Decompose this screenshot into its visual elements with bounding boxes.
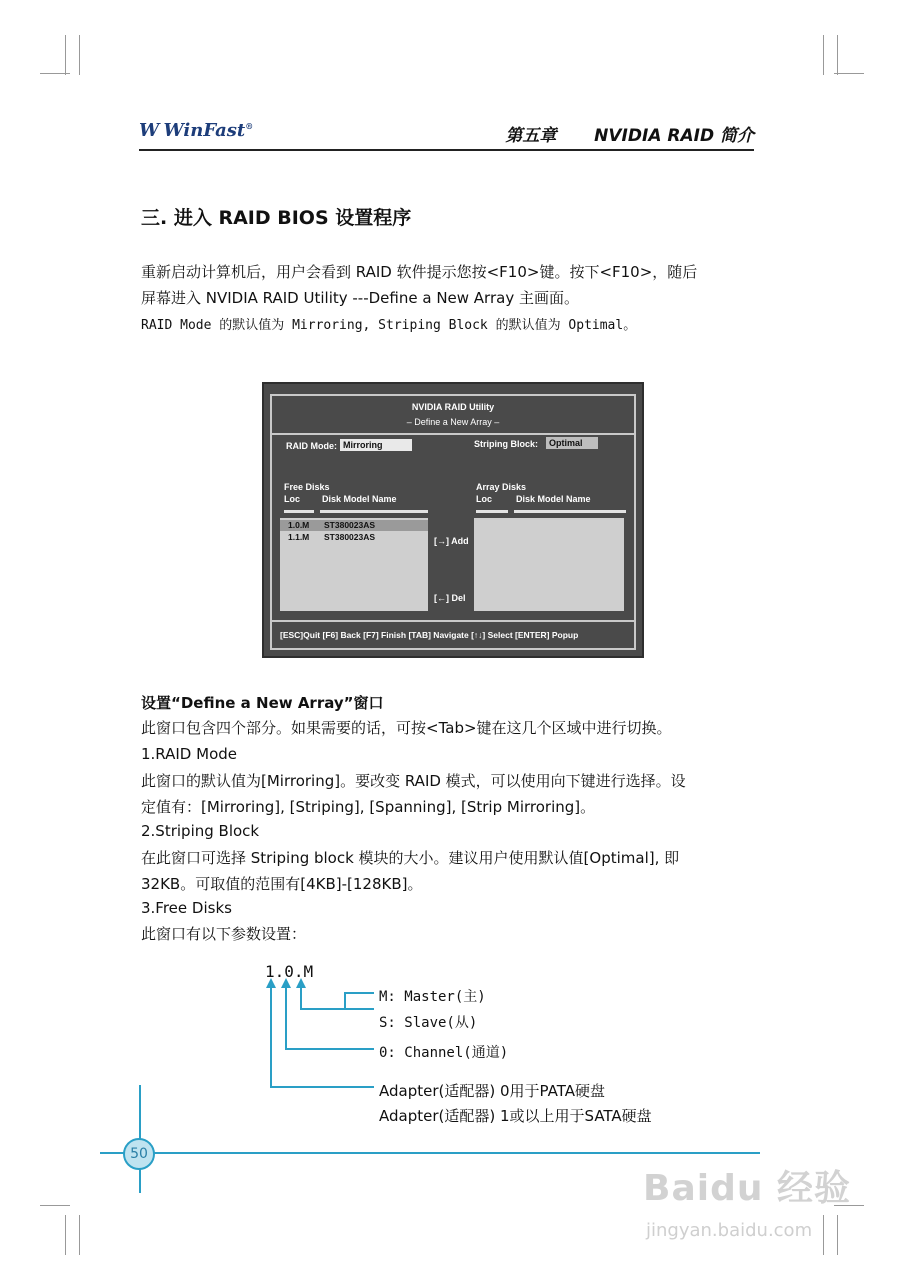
striping-block-desc-2: 32KB。可取值的范围有[4KB]-[128KB]。 <box>141 875 423 893</box>
free-disks-label: Free Disks <box>284 482 330 492</box>
raid-mode-title: 1.RAID Mode <box>141 745 237 763</box>
header-rule <box>139 149 754 151</box>
disk-model: ST380023AS <box>324 532 376 542</box>
line-channel-vertical <box>285 988 287 1050</box>
intro-line-2: 屏幕进入 NVIDIA RAID Utility ---Define a New Array 主画面。 <box>141 289 579 307</box>
bios-footer-divider <box>272 620 634 622</box>
page-number: 50 <box>123 1138 155 1170</box>
subsection-heading: 设置“Define a New Array”窗口 <box>141 694 384 712</box>
crop-mark <box>40 1205 70 1206</box>
array-loc-bar <box>476 510 508 513</box>
winfast-logo <box>139 120 253 141</box>
line-adapter-vertical <box>270 988 272 1088</box>
add-button[interactable]: [→] Add <box>434 536 469 546</box>
crop-mark <box>40 73 70 74</box>
baidu-watermark-url: jingyan.baidu.com <box>646 1220 813 1241</box>
array-model-bar <box>514 510 626 513</box>
bios-footer-keys: [ESC]Quit [F6] Back [F7] Finish [TAB] Navigate [↑↓] Select [ENTER] Popup <box>280 630 579 640</box>
arrow-m <box>296 978 306 988</box>
footer-rule <box>100 1152 760 1154</box>
free-disk-row[interactable] <box>280 532 428 543</box>
bios-screenshot <box>262 382 644 658</box>
line-m-branch <box>344 992 346 1010</box>
free-disks-panel[interactable] <box>280 518 428 611</box>
free-disks-desc: 此窗口有以下参数设置： <box>141 925 307 943</box>
crop-mark <box>79 1215 80 1255</box>
baidu-watermark: Baidu 经验 <box>643 1168 852 1209</box>
crop-mark <box>823 1215 824 1255</box>
free-loc-bar <box>284 510 314 513</box>
array-loc-header: Loc <box>476 494 493 504</box>
raid-mode-desc-1: 此窗口的默认值为[Mirroring]。要改变 RAID 模式，可以使用向下键进行选择。设 <box>141 772 686 790</box>
intro-line-1: 重新启动计算机后，用户会看到 RAID 软件提示您按<F10>键。按下<F10>，随后 <box>141 263 698 281</box>
chapter-number: 第五章 <box>505 126 557 146</box>
chapter-header <box>502 121 754 146</box>
crop-mark <box>79 35 80 75</box>
disk-loc: 1.1.M <box>288 532 310 542</box>
disk-model: ST380023AS <box>324 520 376 530</box>
bios-divider <box>272 433 634 435</box>
logo-text: WinFast <box>163 120 246 141</box>
crop-mark <box>65 35 66 75</box>
raid-mode-desc-2: 定值有：[Mirroring], [Striping], [Spanning], [Strip Mirroring]。 <box>141 798 596 816</box>
bios-title: NVIDIA RAID Utility <box>411 402 495 412</box>
striping-block-label: Striping Block: <box>474 439 539 449</box>
line-channel-horizontal <box>285 1048 374 1050</box>
crop-mark <box>834 73 864 74</box>
striping-block-desc-1: 在此窗口可选择 Striping block 模块的大小。建议用户使用默认值[Optimal], 即 <box>141 849 680 867</box>
adapter0-label: Adapter(适配器) 0用于PATA硬盘 <box>379 1082 605 1100</box>
line-m-vertical <box>300 988 302 1010</box>
line-adapter-horizontal <box>270 1086 374 1088</box>
free-disks-title: 3.Free Disks <box>141 899 232 917</box>
free-loc-header: Loc <box>284 494 301 504</box>
slave-label: S: Slave(从) <box>379 1015 478 1031</box>
crop-mark <box>65 1215 66 1255</box>
array-disks-panel[interactable] <box>474 518 624 611</box>
striping-block-field[interactable]: Optimal <box>546 437 598 449</box>
array-disks-label: Array Disks <box>476 482 527 492</box>
free-disk-row[interactable] <box>280 520 428 531</box>
del-button[interactable]: [←] Del <box>434 593 466 603</box>
crop-mark <box>837 1215 838 1255</box>
channel-label: 0: Channel(通道) <box>379 1045 509 1061</box>
section-title: 三. 进入 RAID BIOS 设置程序 <box>141 207 412 229</box>
disk-code: 1.0.M <box>265 962 314 981</box>
crop-mark <box>837 35 838 75</box>
logo-mark: W <box>139 120 158 141</box>
disk-loc: 1.0.M <box>288 520 310 530</box>
arrow-adapter <box>266 978 276 988</box>
logo-registered: ® <box>245 121 254 131</box>
crop-mark <box>823 35 824 75</box>
line-m-branch-top <box>344 992 374 994</box>
intro-line-3: RAID Mode 的默认值为 Mirroring, Striping Block 的默认值为 Optimal。 <box>141 318 637 333</box>
chapter-title: NVIDIA RAID 简介 <box>594 126 754 146</box>
arrow-channel <box>281 978 291 988</box>
raid-mode-label: RAID Mode: <box>286 441 337 451</box>
bios-subtitle: – Define a New Array – <box>406 417 500 427</box>
body-paragraph-1: 此窗口包含四个部分。如果需要的话，可按<Tab>键在这几个区域中进行切换。 <box>141 719 672 737</box>
free-model-header: Disk Model Name <box>322 494 397 504</box>
array-model-header: Disk Model Name <box>516 494 591 504</box>
adapter1-label: Adapter(适配器) 1或以上用于SATA硬盘 <box>379 1107 652 1125</box>
master-label: M: Master(主) <box>379 989 486 1005</box>
free-model-bar <box>320 510 428 513</box>
line-m-horizontal <box>300 1008 374 1010</box>
raid-mode-field[interactable]: Mirroring <box>340 439 412 451</box>
striping-block-title: 2.Striping Block <box>141 822 260 840</box>
